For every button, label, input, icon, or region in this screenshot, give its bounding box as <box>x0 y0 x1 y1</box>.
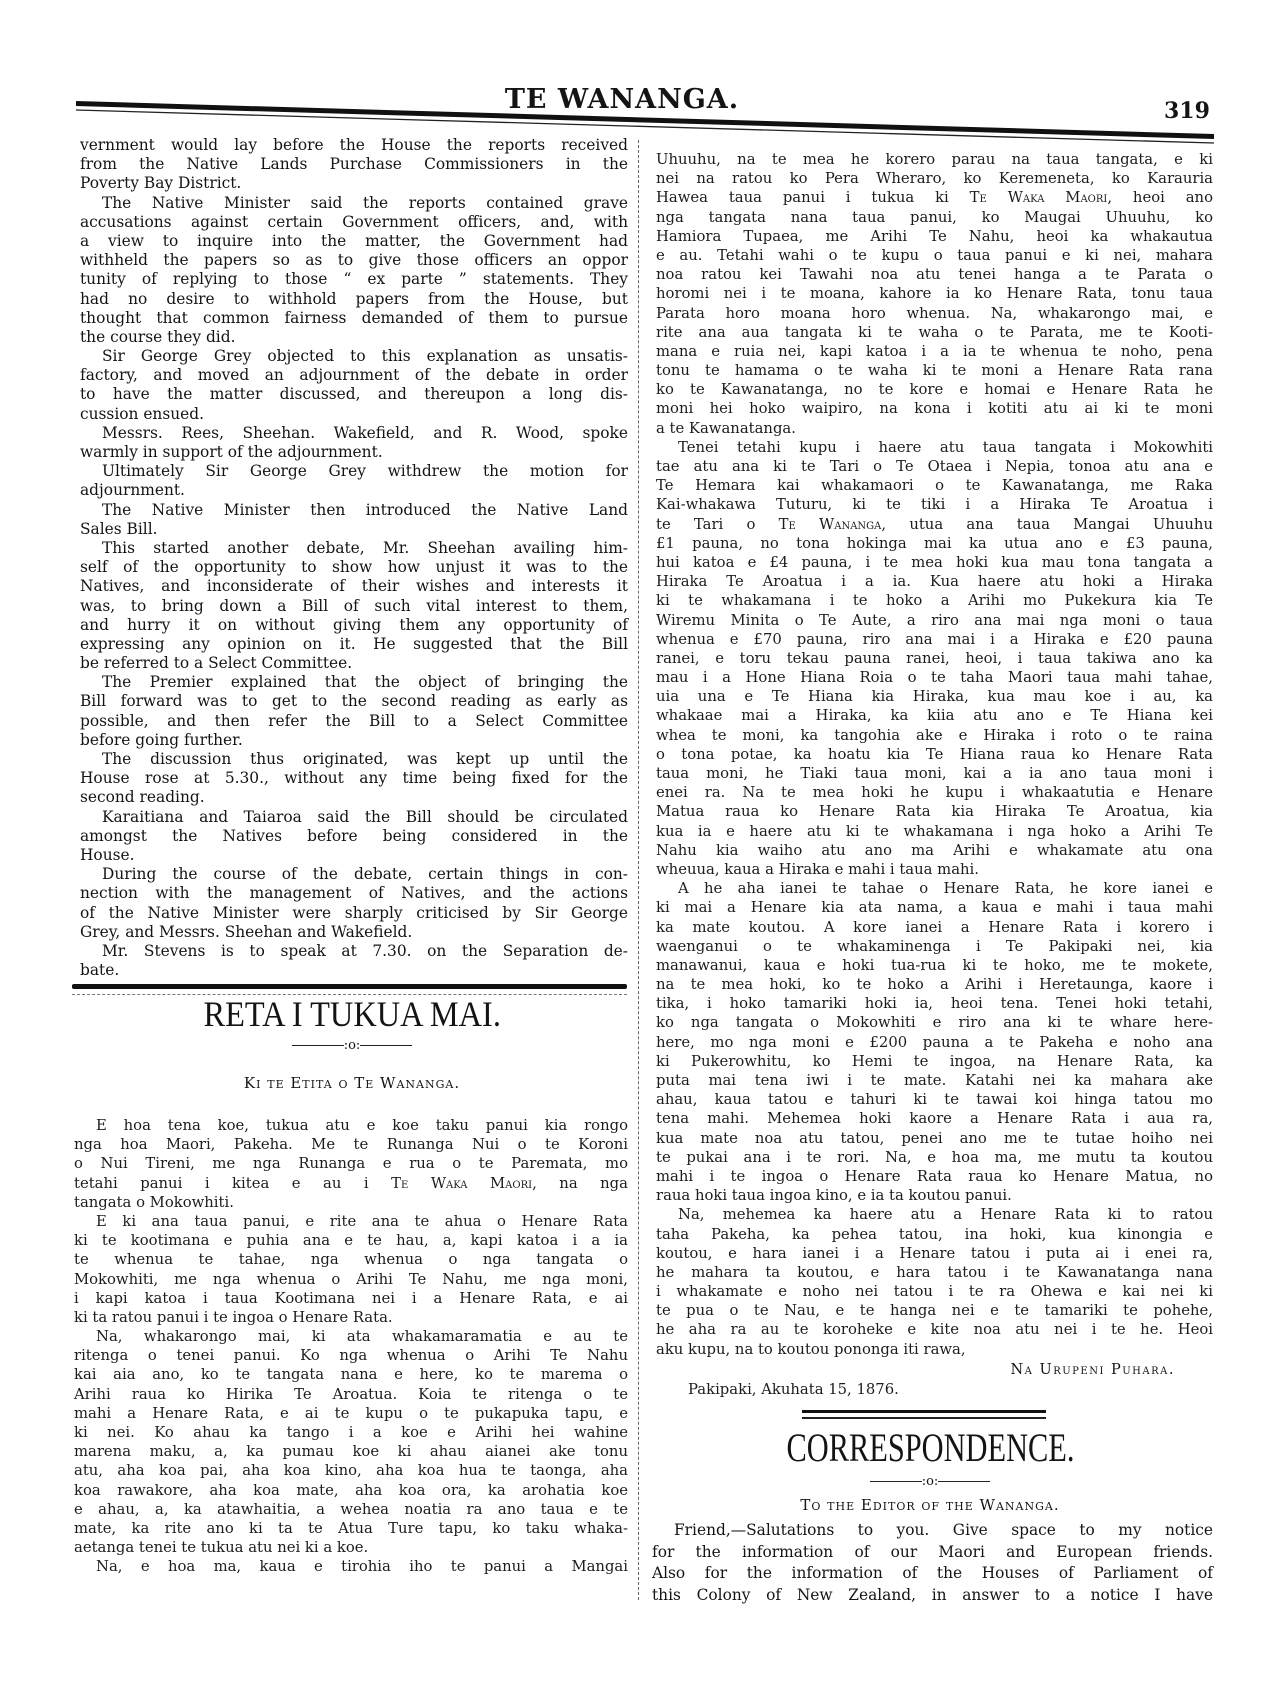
text-line: Also for the information of the Houses of Parliament of <box>652 1564 1213 1582</box>
text-line: aetanga tenei te tukua atu nei ki a koe. <box>74 1539 369 1557</box>
text-line: ki ta ratou panui i te ingoa o Henare Rata. <box>74 1308 393 1326</box>
text-line: A he aha ianei te tahae o Henare Rata, he kore ianei e <box>678 880 1213 898</box>
paragraph <box>80 462 628 500</box>
text-line: Uhuuhu, na te mea he korero parau na taua tangata, e ki <box>656 151 1213 168</box>
text-line: E hoa tena koe, tukua atu e koe taku panui kia rongo <box>96 1117 628 1134</box>
divider-mark: :o: <box>921 1474 939 1489</box>
paragraph <box>656 150 1213 438</box>
paragraph <box>80 808 628 866</box>
text-line: mahi i te ingoa o Henare Rata raua ko Henare Matua, no <box>656 1167 1213 1185</box>
text-line: he mahara ta koutou, e hara tatou i te Kawanatanga nana <box>656 1263 1213 1281</box>
text-line: ko te Kawanatanga, no te kore e homai e Henare Rata he <box>656 381 1213 399</box>
paragraph <box>74 1557 628 1576</box>
text-line: kua mate noa atu tatou, penei ano me te tutae hoiho nei <box>656 1129 1213 1147</box>
text-line: ki nei. Ko ahau ka tango i a koe e Arihi hei wahine <box>74 1424 628 1441</box>
text-line: marena maku, a, ka pumau koe ki ahau aianei ake tonu <box>74 1443 628 1461</box>
letter-signature: Na Urupeni Puhara. <box>1010 1362 1175 1378</box>
text-line: ki Pukerowhitu, ko Hemi te ingoa, na Henare Rata, ka <box>656 1052 1213 1070</box>
text-line: bate. <box>80 961 120 980</box>
text-line: o tona potae, ka hoatu kia Te Hiana raua ko Henare Rata <box>656 745 1213 763</box>
text-line: Ultimately Sir George Grey withdrew the motion for <box>102 462 628 481</box>
letter-dateline: Pakipaki, Akuhata 15, 1876. <box>688 1381 899 1398</box>
text-line: ranei, e toru tekau pauna ranei, heoi, i taua takiwa ano ka <box>656 649 1213 667</box>
maori-letter-part-1 <box>74 1116 628 1577</box>
text-line: te pua o te Nau, e te hanga nei e te tamariki te pohehe, <box>656 1302 1213 1320</box>
text-line: Bill forward was to get to the second reading as early as <box>80 692 628 711</box>
maori-letter-part-2 <box>656 150 1213 1359</box>
text-line: thought that common fairness demanded of them to pursue <box>80 308 628 327</box>
paragraph <box>74 1116 628 1212</box>
text-line: koutou, e hara ianei i a Henare tatou i puta ai i enei ra, <box>656 1244 1213 1262</box>
text-line: £1 pauna, no tona hokinga mai ka utua ano e £3 pauna, <box>656 534 1213 552</box>
text-segment: , na nga <box>532 1174 628 1192</box>
text-line: This started another debate, Mr. Sheehan availing him- <box>102 538 628 557</box>
text-segment: Hawea taua panui i tukua ki <box>656 189 970 207</box>
text-line: ka mate koutou. A kore ianei a Henare Rata i korero i <box>656 918 1213 936</box>
paragraph <box>80 501 628 539</box>
text-line: the course they did. <box>80 327 236 346</box>
text-line: The Premier explained that the object of bringing the <box>102 673 628 692</box>
text-line: E ki ana taua panui, e rite ana te ahua o Henare Rata <box>96 1212 628 1230</box>
text-line: The Native Minister said the reports contained grave <box>102 193 628 212</box>
paragraph <box>74 1327 628 1557</box>
section-heading-reta-i-tukua-mai: RETA I TUKUA MAI. <box>203 994 501 1034</box>
paragraph <box>80 424 628 462</box>
text-line: withheld the papers so as to give those officers an oppor <box>80 251 628 270</box>
text-line: second reading. <box>80 788 205 807</box>
text-line: o Nui Tireni, me nga Runanga e rua o te Paremata, mo <box>74 1155 628 1173</box>
text-line: whenua e £70 pauna, riro ana mai i a Hiraka e £20 pauna <box>656 630 1213 648</box>
paragraph <box>656 438 1213 879</box>
text-line: kai aia ano, ko te tangata nana e here, ko te marema o <box>74 1366 628 1384</box>
text-line: atu, aha koa pai, aha koa kino, aha koa hua te taonga, aha <box>74 1462 628 1480</box>
text-line: i kapi katoa i taua Kootimana nei i a Henare Rata, e ai <box>74 1289 628 1307</box>
text-line: waenganui o te whakaminenga i Te Pakipaki nei, kia <box>656 937 1213 955</box>
text-line: Hiraka Te Aroatua i a ia. Kua haere atu hoki a Hiraka <box>656 573 1213 591</box>
text-line: vernment would lay before the House the reports received <box>80 136 628 154</box>
text-line: Hamiora Tupaea, me Arihi Te Nahu, heoi ka whakautua <box>656 227 1213 245</box>
text-line: ki te kootimana e puhia ana e te hau, a, kapi katoa i a ia <box>74 1232 628 1250</box>
page-number: 319 <box>1164 98 1210 124</box>
paragraph <box>80 865 628 942</box>
paragraph <box>80 347 628 424</box>
text-line <box>74 1174 628 1193</box>
text-line: accusations against certain Government officers, and, with <box>80 212 628 231</box>
paragraph <box>80 136 628 194</box>
text-line: mahi a Henare Rata, e ai te kupu o te pukapuka tapu, e <box>74 1404 628 1422</box>
text-line: e au. Tetahi wahi o te kupu o taua panui e ki nei, mahara <box>656 246 1213 264</box>
correspondence-rule-bottom <box>802 1417 1046 1419</box>
text-line: Na, e hoa ma, kaua e tirohia iho te panui a Mangai <box>96 1558 628 1576</box>
text-line: raua hoki taua ingoa kino, e ia ta koutou panui. <box>656 1187 1012 1205</box>
text-line: from the Native Lands Purchase Commissioners in the <box>80 155 628 174</box>
text-line: to have the matter discussed, and thereupon a long dis- <box>80 385 628 404</box>
text-line: During the course of the debate, certain things in con- <box>102 865 628 884</box>
text-line: possible, and then refer the Bill to a Select Committee <box>80 711 628 730</box>
text-line: was, to bring down a Bill of such vital interest to them, <box>80 596 628 615</box>
text-segment: te Tari o <box>656 515 779 533</box>
correspondence-salutation: To the Editor of the Wananga. <box>800 1496 1060 1514</box>
text-line: Sales Bill. <box>80 519 158 538</box>
text-line: Wiremu Minita o Te Aute, a riro ana mai nga moni o taua <box>656 611 1213 629</box>
paragraph <box>80 942 628 980</box>
text-line: Te Hemara kai whakamaori o te Kawanatanga, me Raka <box>656 477 1213 495</box>
text-line: uia una e Te Hiana kia Hiraka, kua mau koe i au, ka <box>656 688 1213 706</box>
text-line: be referred to a Select Committee. <box>80 654 353 673</box>
text-line: noa ratou kei Tawahi noa atu tenei hanga a te Parata o <box>656 266 1213 284</box>
paragraph <box>80 673 628 750</box>
text-line: Nahu kia waiho atu ano ma Arihi e whakamate atu ona <box>656 841 1213 859</box>
text-line <box>656 188 1213 207</box>
text-line: nection with the management of Natives, and the actions <box>80 884 628 903</box>
small-caps-title: Te Waka Maori <box>391 1174 533 1192</box>
paragraph <box>652 1520 1213 1606</box>
text-line: Na, whakarongo mai, ki ata whakamaramatia e au te <box>96 1328 628 1346</box>
section-rule-thick <box>72 984 627 989</box>
text-line: taha Pakeha, ka pehea tatou, ina hoki, kua kinongia e <box>656 1225 1213 1243</box>
text-line: of the Native Minister were sharply criticised by Sir George <box>80 903 628 922</box>
text-line: nga hoa Maori, Pakeha. Me te Runanga Nui o te Koroni <box>74 1136 628 1154</box>
reta-heading-wrap <box>72 996 632 1032</box>
text-line: ritenga o tenei panui. Ko nga whenua o Arihi Te Nahu <box>74 1347 628 1365</box>
text-line: had no desire to withhold papers from the House, but <box>80 289 628 308</box>
text-line: The Native Minister then introduced the Native Land <box>102 500 628 519</box>
text-line: for the information of our Maori and European friends. <box>652 1542 1213 1561</box>
text-line: whea te moni, ka tangohia ake e Hiraka i roto o te raina <box>656 726 1213 744</box>
letter-salutation: Ki te Etita o Te Wananga. <box>243 1074 461 1092</box>
newspaper-masthead-title: TE WANANGA. <box>504 84 740 115</box>
text-line: tonu te hamama o te waha ki te moni a Henare Rata rana <box>656 362 1213 380</box>
text-line: nei na ratou ko Pera Wheraro, ko Keremeneta, ko Karauria <box>656 170 1213 188</box>
text-line: i whakamate e noho nei tatou i te ra Ohewa e kai nei ki <box>656 1283 1213 1301</box>
text-line: taua moni, he Tiaki taua moni, kai a ia ano taua moni i <box>656 765 1213 782</box>
text-line: before going further. <box>80 730 243 749</box>
text-line: Tenei tetahi kupu i haere atu taua tangata i Mokowhiti <box>678 438 1213 456</box>
paragraph <box>656 1205 1213 1359</box>
text-line: moni hei hoko waipiro, na kona i kotiti atu ai ki te moni <box>656 400 1213 418</box>
section-heading-correspondence: CORRESPONDENCE. <box>785 1425 1074 1470</box>
text-line: Natives, and inconsiderate of their wishes and interests it <box>80 577 628 596</box>
text-line: a view to inquire into the matter, the Government had <box>80 231 628 250</box>
ornamental-divider <box>72 1038 632 1053</box>
correspondence-rule-top <box>802 1410 1046 1413</box>
text-line: Mokowhiti, me nga whenua o Arihi Te Nahu, me nga moni, <box>74 1270 628 1288</box>
paragraph <box>656 879 1213 1205</box>
text-line: self of the opportunity to show how unjust it was to the <box>80 558 628 577</box>
paragraph <box>74 1212 628 1327</box>
text-line: rite ana aua tangata ki te waha o te Parata, me te Kooti- <box>656 323 1213 341</box>
text-line: House rose at 5.30., without any time being fixed for the <box>80 769 628 788</box>
correspondence-letter <box>652 1520 1213 1606</box>
text-line: Sir George Grey objected to this explanation as unsatis- <box>102 347 628 366</box>
text-segment: , heoi ano <box>1107 189 1213 207</box>
text-line: horomi nei i te moana, kahore ia ko Henare Rata, tonu taua <box>656 285 1213 303</box>
text-line: nga tangata nana taua panui, ko Maugai Uhuuhu, ko <box>656 208 1213 226</box>
ornamental-divider <box>640 1474 1220 1489</box>
text-line: adjournment. <box>80 481 185 500</box>
text-line <box>656 515 1213 534</box>
text-line: cussion ensued. <box>80 404 205 423</box>
text-line: te pukai ana i te rori. Na, e hoa ma, me mutu ta koutou <box>656 1148 1213 1166</box>
text-line: na te mea hoki, ko te hoko a Arihi i Heretaunga, kaore i <box>656 976 1213 994</box>
correspondence-heading-wrap <box>640 1425 1220 1470</box>
text-line: Kai-whakawa Tuturu, ki te tiki i a Hiraka Te Aroatua i <box>656 496 1213 514</box>
text-line: Mr. Stevens is to speak at 7.30. on the Separation de- <box>102 941 628 960</box>
text-line: amongst the Natives before being considered in the <box>80 826 628 845</box>
small-caps-title: Te Waka Maori <box>969 189 1108 207</box>
text-line: Poverty Bay District. <box>80 174 242 193</box>
text-line: enei ra. Na te mea hoki he kupu i whakaatutia e Henare <box>656 784 1213 802</box>
text-line: House. <box>80 845 135 864</box>
column-divider <box>638 140 639 1600</box>
text-line: Messrs. Rees, Sheehan. Wakefield, and R. Wood, spoke <box>102 423 628 442</box>
text-line: tena mahi. Mehemea hoki kaore a Henare Rata i aua ra, <box>656 1110 1213 1128</box>
parliament-report-article <box>80 136 628 980</box>
text-line: Karaitiana and Taiaroa said the Bill should be circulated <box>102 807 628 826</box>
text-line: mana e ruia nei, kapi katoa i a ia te whenua te noho, pena <box>656 342 1213 360</box>
paragraph <box>80 194 628 348</box>
text-line: here, mo nga moni e £200 pauna a te Pakeha e noho ana <box>656 1033 1213 1051</box>
text-line: wheuua, kaua a Hiraka e mahi i taua mahi. <box>656 860 979 878</box>
text-line: ki mai a Henare kia ata nama, a kaua e mahi i taua mahi <box>656 899 1213 917</box>
paragraph <box>80 539 628 673</box>
text-line: he aha ra au te koroheke e kite noa atu nei i te he. Heoi <box>656 1321 1213 1339</box>
text-segment: , utua ana taua Mangai Uhuuhu <box>881 515 1213 533</box>
text-line: hui katoa e £4 pauna, i te mea hoki kua mau tona tangata a <box>656 553 1213 571</box>
text-line: factory, and moved an adjournment of the debate in order <box>80 366 628 385</box>
text-line: this Colony of New Zealand, in answer to a notice I have <box>652 1585 1213 1604</box>
text-line: Parata horo moana horo whenua. Na, whakarongo mai, e <box>656 304 1213 322</box>
text-segment: tetahi panui i kitea e au i <box>74 1174 392 1192</box>
small-caps-title: Te Wananga <box>778 515 882 533</box>
text-line: ahau, kaua tatou e tahuri ki te tawai koi hinga tatou mo <box>656 1091 1213 1109</box>
text-line: warmly in support of the adjournment. <box>80 443 383 461</box>
text-line: mate, ka rite ano ki ta te Atua Ture tapu, ko taku whaka- <box>74 1519 628 1537</box>
text-line: tangata o Mokowhiti. <box>74 1193 234 1211</box>
text-line: manawanui, kaua e hoki tua-rua ki te hoko, me te mokete, <box>656 956 1213 974</box>
text-line: aku kupu, na to koutou pononga iti rawa, <box>656 1340 966 1358</box>
text-line: Arihi raua ko Hirika Te Aroatua. Koia te ritenga o te <box>74 1385 628 1403</box>
text-line: tika, i hoko tamariki hoki ia, heoi tena. Tenei hoki tetahi, <box>656 995 1213 1013</box>
text-line: and hurry it on without giving them any opportunity of <box>80 615 628 634</box>
text-line: puta mai tena iwi i te mate. Katahi nei ka mahara ake <box>656 1072 1213 1089</box>
text-line: mau i a Hone Hiana Roia o te taha Maori taua mahi tahae, <box>656 669 1213 687</box>
text-line: ki te whakamana i te hoko a Arihi mo Pukekura kia Te <box>656 592 1213 610</box>
text-line: Grey, and Messrs. Sheehan and Wakefield. <box>80 922 413 941</box>
text-line: e ahau, a, ka atawhaitia, a wehea noatia ra ano taua e te <box>74 1500 628 1518</box>
text-line: koa rawakore, aha koa mate, aha koa ora, ka arohatia koe <box>74 1481 628 1499</box>
text-line: ko nga tangata o Mokowhiti e riro ana ki te whare here- <box>656 1014 1213 1032</box>
text-line: kua ia e haere atu ki te whakamana i nga hoko a Arihi Te <box>656 822 1213 840</box>
text-line: expressing any opinion on it. He suggested that the Bill <box>80 634 628 653</box>
text-line: tunity of replying to those “ ex parte ” statements. They <box>80 270 628 289</box>
text-line: whakaae mai a Hiraka, ka kiia atu ano e Te Hiana kei <box>656 707 1213 725</box>
text-line: te whenua te tahae, nga whenua o nga tangata o <box>74 1251 628 1269</box>
divider-mark: :o: <box>343 1038 361 1053</box>
paragraph <box>80 750 628 808</box>
text-line: Matua raua ko Henare Rata kia Hiraka Te Aroatua, kia <box>656 803 1213 821</box>
text-line: tae atu ana ki te Tari o Te Otaea i Nepia, tonoa atu ana e <box>656 458 1213 475</box>
text-line: Friend,—Salutations to you. Give space to my notice <box>674 1521 1213 1539</box>
text-line: a te Kawanatanga. <box>656 419 796 437</box>
text-line: The discussion thus originated, was kept up until the <box>102 750 628 768</box>
text-line: Na, mehemea ka haere atu a Henare Rata ki to ratou <box>678 1206 1213 1224</box>
